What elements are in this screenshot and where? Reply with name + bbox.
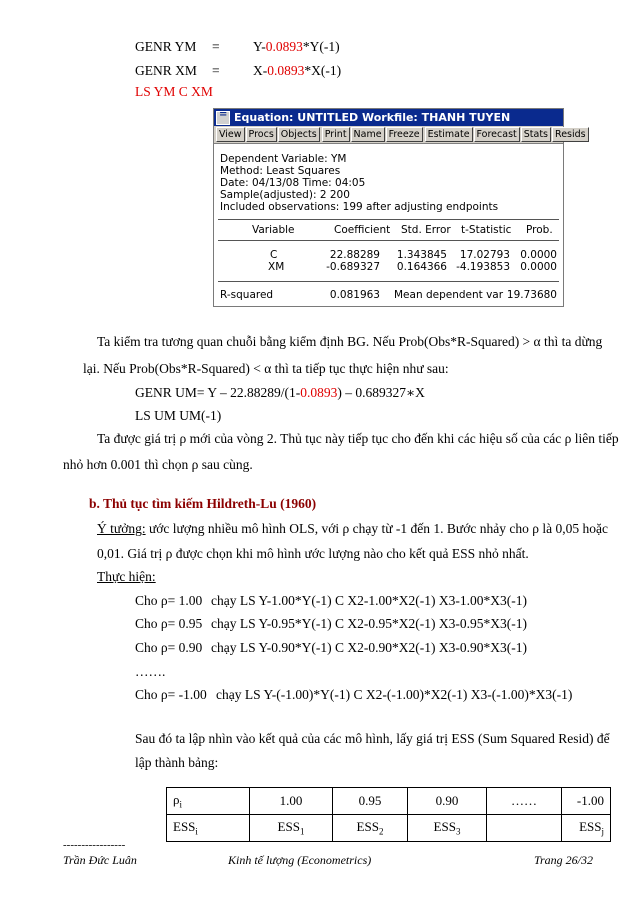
info-date: Date: 04/13/08 Time: 04:05 xyxy=(220,177,366,189)
ls-ym-line: LS YM C XM xyxy=(135,84,213,99)
footer-page: Trang 26/32 xyxy=(534,853,594,867)
table-cell: 1.00 xyxy=(250,788,333,815)
name-button[interactable]: Name xyxy=(351,127,385,142)
forecast-button[interactable]: Forecast xyxy=(474,127,520,142)
row-xm-prob: 0.0000 xyxy=(520,261,557,273)
genr-um-line: GENR UM= Y – 22.88289/(1-0.0893) – 0.689327∗X xyxy=(135,385,425,400)
genr-xm-line: GENR XM = X-0.0893*X(-1) xyxy=(135,63,342,78)
window-toolbar xyxy=(214,126,586,144)
table-cell: $ESS_i$ xyxy=(167,815,250,842)
header-coefficient: Coefficient xyxy=(334,224,391,236)
row-xm-t: -4.193853 xyxy=(456,261,510,273)
stats-button[interactable]: Stats xyxy=(521,127,551,142)
view-button[interactable]: View xyxy=(216,127,245,142)
idea-line2: 0,01. Giá trị ρ được chọn khi mô hình ước lượng nào cho kết quả ESS nhỏ nhất. xyxy=(97,546,529,561)
section-b-heading: b. Thủ tục tìm kiếm Hildreth-Lu (1960) xyxy=(89,496,317,511)
info-dependent: Dependent Variable: YM xyxy=(220,153,347,165)
window-title: Equation: UNTITLED Workfile: THANH TUYEN xyxy=(234,111,511,124)
freeze-button[interactable]: Freeze xyxy=(386,127,423,142)
table-cell: $ESS_j$ xyxy=(562,815,611,842)
run-row: Cho ρ= 1.00 chạy LS Y-1.00*Y(-1) C X2-1.00*X2(-1) X3-1.00*X3(-1) xyxy=(135,593,527,608)
table-row xyxy=(167,788,611,815)
para2-line2: nhỏ hơn 0.001 thì chọn ρ sau cùng. xyxy=(63,457,253,472)
run-row: Cho ρ= 0.95 chạy LS Y-0.95*Y(-1) C X2-0.95*X2(-1) X3-0.95*X3(-1) xyxy=(135,616,527,631)
info-observations: Included observations: 199 after adjusting endpoints xyxy=(220,201,499,213)
info-method: Method: Least Squares xyxy=(220,165,341,177)
impl-label: Thực hiện: xyxy=(97,569,156,584)
para1-line2: lại. Nếu Prob(Obs*R-Squared) < α thì ta tiếp tục thực hiện như sau: xyxy=(83,361,449,376)
para3-line1: Sau đó ta lập nhìn vào kết quả của các mô hình, lấy giá trị ESS (Sum Squared Resid) để xyxy=(135,731,610,746)
row-c-variable: C xyxy=(270,249,278,261)
ess-table xyxy=(166,787,611,842)
mean-dep-label: Mean dependent var xyxy=(394,289,504,301)
footer-course: Kinh tế lượng (Econometrics) xyxy=(228,853,372,867)
table-cell: $ESS_3$ xyxy=(408,815,487,842)
header-t-statistic: t-Statistic xyxy=(461,224,512,236)
para3-line2: lập thành bảng: xyxy=(135,755,219,770)
table-cell: 0.90 xyxy=(408,788,487,815)
header-prob: Prob. xyxy=(526,224,553,236)
procs-button[interactable]: Procs xyxy=(246,127,277,142)
table-cell: $ESS_1$ xyxy=(250,815,333,842)
para1-line1: Ta kiểm tra tương quan chuỗi bằng kiểm định BG. Nếu Prob(Obs*R-Squared) > α thì ta dừng xyxy=(97,334,603,349)
mean-dep-value: 19.73680 xyxy=(506,289,557,301)
rsquared-label: R-squared xyxy=(220,289,274,301)
resids-button[interactable]: Resids xyxy=(552,127,589,142)
header-std-error: Std. Error xyxy=(401,224,451,236)
row-xm-variable: XM xyxy=(268,261,285,273)
equation-icon xyxy=(216,111,230,125)
table-cell: 0.95 xyxy=(333,788,408,815)
row-c-coef: 22.88289 xyxy=(329,249,380,261)
eviews-equation-window xyxy=(213,108,586,307)
run-row: Cho ρ= 0.90 chạy LS Y-0.90*Y(-1) C X2-0.90*X2(-1) X3-0.90*X3(-1) xyxy=(135,640,527,655)
equation-output xyxy=(214,144,563,306)
row-c-se: 1.343845 xyxy=(396,249,447,261)
row-c-prob: 0.0000 xyxy=(520,249,557,261)
para2-line1: Ta được giá trị ρ mới của vòng 2. Thủ tục này tiếp tục cho đến khi các hiệu số của các ρ liên tiếp xyxy=(97,431,619,446)
table-cell xyxy=(487,815,562,842)
objects-button[interactable]: Objects xyxy=(278,127,320,142)
table-cell: $\rho_i$ xyxy=(167,788,250,815)
run-row-last: Cho ρ= -1.00 chạy LS Y-(-1.00)*Y(-1) C X2-(-1.00)*X2(-1) X3-(-1.00)*X3(-1) xyxy=(135,687,573,702)
table-cell: …… xyxy=(487,788,562,815)
ls-um-line: LS UM UM(-1) xyxy=(135,408,222,423)
idea-line1: Ý tưởng: ước lượng nhiều mô hình OLS, với ρ chạy từ -1 đến 1. Bước nhảy cho ρ là 0,05 hoặc xyxy=(97,521,608,536)
table-cell: $ESS_2$ xyxy=(333,815,408,842)
ellipsis: ……. xyxy=(135,664,166,679)
footer-author: Trần Đức Luân xyxy=(63,853,137,867)
rsquared-value: 0.081963 xyxy=(329,289,380,301)
row-xm-coef: -0.689327 xyxy=(326,261,380,273)
row-xm-se: 0.164366 xyxy=(396,261,447,273)
idea-label: Ý tưởng: xyxy=(97,521,146,536)
info-sample: Sample(adjusted): 2 200 xyxy=(220,189,350,201)
table-row xyxy=(167,815,611,842)
estimate-button[interactable]: Estimate xyxy=(425,127,473,142)
print-button[interactable]: Print xyxy=(322,127,350,142)
table-cell: -1.00 xyxy=(562,788,611,815)
row-c-t: 17.02793 xyxy=(459,249,510,261)
genr-ym-line: GENR YM = Y-0.0893*Y(-1) xyxy=(135,39,340,54)
header-variable: Variable xyxy=(252,224,295,236)
window-title-bar[interactable] xyxy=(214,109,563,126)
footer-rule: ----------------- xyxy=(63,839,126,851)
